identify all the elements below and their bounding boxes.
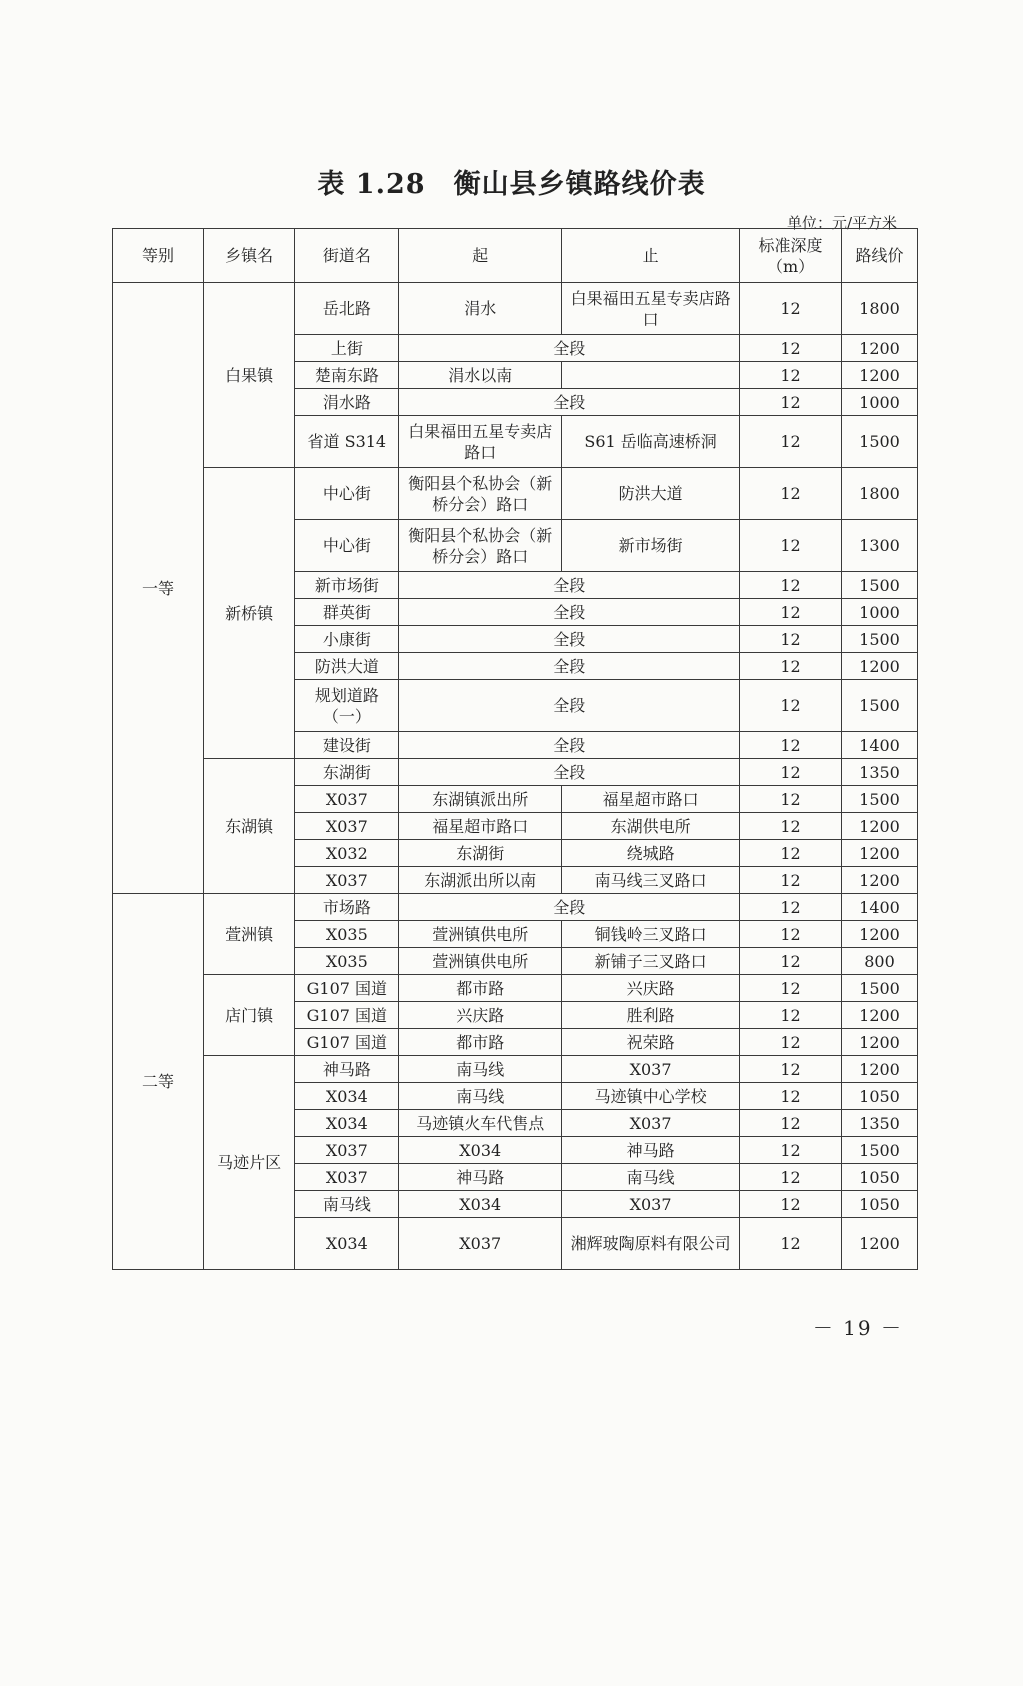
street-cell: 岳北路 xyxy=(295,283,399,335)
from-cell: 衡阳县个私协会（新桥分会）路口 xyxy=(399,520,562,572)
col-header: 止 xyxy=(562,229,740,283)
table-row xyxy=(113,759,918,786)
town-cell: 店门镇 xyxy=(204,975,295,1056)
price-cell: 1350 xyxy=(842,1110,918,1137)
depth-cell: 12 xyxy=(740,867,842,894)
to-cell xyxy=(562,362,740,389)
from-cell: 南马线 xyxy=(399,1083,562,1110)
depth-cell: 12 xyxy=(740,626,842,653)
span-cell: 全段 xyxy=(399,389,740,416)
span-cell: 全段 xyxy=(399,680,740,732)
street-cell: 小康街 xyxy=(295,626,399,653)
price-cell: 1500 xyxy=(842,626,918,653)
col-header: 起 xyxy=(399,229,562,283)
to-cell: 铜钱岭三叉路口 xyxy=(562,921,740,948)
grade-cell: 二等 xyxy=(113,894,204,1270)
price-cell: 1500 xyxy=(842,975,918,1002)
price-cell: 1300 xyxy=(842,520,918,572)
depth-cell: 12 xyxy=(740,416,842,468)
price-cell: 1200 xyxy=(842,362,918,389)
depth-cell: 12 xyxy=(740,786,842,813)
to-cell: 神马路 xyxy=(562,1137,740,1164)
from-cell: X034 xyxy=(399,1137,562,1164)
to-cell: 福星超市路口 xyxy=(562,786,740,813)
price-cell: 1000 xyxy=(842,389,918,416)
to-cell: 新市场街 xyxy=(562,520,740,572)
street-cell: 新市场街 xyxy=(295,572,399,599)
col-header: 标准深度（m） xyxy=(740,229,842,283)
street-cell: 中心街 xyxy=(295,520,399,572)
depth-cell: 12 xyxy=(740,1191,842,1218)
span-cell: 全段 xyxy=(399,759,740,786)
col-header: 乡镇名 xyxy=(204,229,295,283)
to-cell: 兴庆路 xyxy=(562,975,740,1002)
depth-cell: 12 xyxy=(740,520,842,572)
from-cell: 萱洲镇供电所 xyxy=(399,921,562,948)
to-cell: 胜利路 xyxy=(562,1002,740,1029)
price-cell: 1200 xyxy=(842,653,918,680)
table-row xyxy=(113,283,918,335)
from-cell: X037 xyxy=(399,1218,562,1270)
price-cell: 1050 xyxy=(842,1191,918,1218)
street-cell: 省道 S314 xyxy=(295,416,399,468)
street-cell: X035 xyxy=(295,948,399,975)
depth-cell: 12 xyxy=(740,1137,842,1164)
from-cell: 神马路 xyxy=(399,1164,562,1191)
price-cell: 1800 xyxy=(842,468,918,520)
price-table xyxy=(112,228,918,1270)
depth-cell: 12 xyxy=(740,1110,842,1137)
col-header: 街道名 xyxy=(295,229,399,283)
price-cell: 1200 xyxy=(842,1056,918,1083)
street-cell: X034 xyxy=(295,1218,399,1270)
to-cell: 新铺子三叉路口 xyxy=(562,948,740,975)
street-cell: G107 国道 xyxy=(295,1029,399,1056)
from-cell: 涓水 xyxy=(399,283,562,335)
price-cell: 1050 xyxy=(842,1164,918,1191)
street-cell: X037 xyxy=(295,867,399,894)
depth-cell: 12 xyxy=(740,732,842,759)
to-cell: 南马线 xyxy=(562,1164,740,1191)
span-cell: 全段 xyxy=(399,894,740,921)
price-cell: 1500 xyxy=(842,416,918,468)
span-cell: 全段 xyxy=(399,599,740,626)
price-cell: 1800 xyxy=(842,283,918,335)
depth-cell: 12 xyxy=(740,680,842,732)
from-cell: X034 xyxy=(399,1191,562,1218)
depth-cell: 12 xyxy=(740,362,842,389)
street-cell: X037 xyxy=(295,1164,399,1191)
depth-cell: 12 xyxy=(740,948,842,975)
street-cell: 规划道路（一） xyxy=(295,680,399,732)
street-cell: X035 xyxy=(295,921,399,948)
unit-label: 单位：元/平方米 xyxy=(786,214,897,232)
table-row xyxy=(113,894,918,921)
table-title: 表 1.28 衡山县乡镇路线价表 xyxy=(317,169,706,200)
depth-cell: 12 xyxy=(740,1083,842,1110)
depth-cell: 12 xyxy=(740,1056,842,1083)
street-cell: 涓水路 xyxy=(295,389,399,416)
street-cell: 市场路 xyxy=(295,894,399,921)
from-cell: 萱洲镇供电所 xyxy=(399,948,562,975)
from-cell: 白果福田五星专卖店路口 xyxy=(399,416,562,468)
street-cell: 楚南东路 xyxy=(295,362,399,389)
street-cell: 中心街 xyxy=(295,468,399,520)
to-cell: 湘辉玻陶原料有限公司 xyxy=(562,1218,740,1270)
street-cell: X037 xyxy=(295,1137,399,1164)
table-row xyxy=(113,975,918,1002)
to-cell: X037 xyxy=(562,1056,740,1083)
street-cell: 群英街 xyxy=(295,599,399,626)
depth-cell: 12 xyxy=(740,335,842,362)
price-cell: 1200 xyxy=(842,840,918,867)
depth-cell: 12 xyxy=(740,1029,842,1056)
to-cell: 南马线三叉路口 xyxy=(562,867,740,894)
depth-cell: 12 xyxy=(740,813,842,840)
from-cell: 东湖镇派出所 xyxy=(399,786,562,813)
price-cell: 1050 xyxy=(842,1083,918,1110)
street-cell: X037 xyxy=(295,786,399,813)
street-cell: 神马路 xyxy=(295,1056,399,1083)
depth-cell: 12 xyxy=(740,975,842,1002)
depth-cell: 12 xyxy=(740,759,842,786)
town-cell: 新桥镇 xyxy=(204,468,295,759)
depth-cell: 12 xyxy=(740,468,842,520)
depth-cell: 12 xyxy=(740,840,842,867)
depth-cell: 12 xyxy=(740,921,842,948)
to-cell: 祝荣路 xyxy=(562,1029,740,1056)
street-cell: X034 xyxy=(295,1083,399,1110)
depth-cell: 12 xyxy=(740,599,842,626)
price-cell: 1200 xyxy=(842,335,918,362)
depth-cell: 12 xyxy=(740,389,842,416)
town-cell: 东湖镇 xyxy=(204,759,295,894)
price-cell: 1200 xyxy=(842,813,918,840)
street-cell: 南马线 xyxy=(295,1191,399,1218)
town-cell: 萱洲镇 xyxy=(204,894,295,975)
price-cell: 1200 xyxy=(842,1002,918,1029)
span-cell: 全段 xyxy=(399,572,740,599)
span-cell: 全段 xyxy=(399,335,740,362)
street-cell: X034 xyxy=(295,1110,399,1137)
span-cell: 全段 xyxy=(399,653,740,680)
to-cell: 东湖供电所 xyxy=(562,813,740,840)
to-cell: 白果福田五星专卖店路口 xyxy=(562,283,740,335)
from-cell: 马迹镇火车代售点 xyxy=(399,1110,562,1137)
depth-cell: 12 xyxy=(740,572,842,599)
street-cell: X032 xyxy=(295,840,399,867)
from-cell: 都市路 xyxy=(399,1029,562,1056)
price-cell: 1200 xyxy=(842,1218,918,1270)
depth-cell: 12 xyxy=(740,653,842,680)
grade-cell: 一等 xyxy=(113,283,204,894)
from-cell: 东湖派出所以南 xyxy=(399,867,562,894)
price-cell: 1500 xyxy=(842,680,918,732)
col-header: 等别 xyxy=(113,229,204,283)
price-cell: 800 xyxy=(842,948,918,975)
street-cell: 上街 xyxy=(295,335,399,362)
street-cell: G107 国道 xyxy=(295,1002,399,1029)
town-cell: 马迹片区 xyxy=(204,1056,295,1270)
town-cell: 白果镇 xyxy=(204,283,295,468)
street-cell: 防洪大道 xyxy=(295,653,399,680)
depth-cell: 12 xyxy=(740,1002,842,1029)
from-cell: 福星超市路口 xyxy=(399,813,562,840)
depth-cell: 12 xyxy=(740,1218,842,1270)
street-cell: G107 国道 xyxy=(295,975,399,1002)
price-cell: 1200 xyxy=(842,867,918,894)
street-cell: 东湖街 xyxy=(295,759,399,786)
price-cell: 1500 xyxy=(842,1137,918,1164)
to-cell: X037 xyxy=(562,1110,740,1137)
header-row xyxy=(113,229,918,283)
col-header: 路线价 xyxy=(842,229,918,283)
table-row xyxy=(113,1056,918,1083)
depth-cell: 12 xyxy=(740,894,842,921)
street-cell: X037 xyxy=(295,813,399,840)
table-row xyxy=(113,468,918,520)
price-cell: 1350 xyxy=(842,759,918,786)
to-cell: X037 xyxy=(562,1191,740,1218)
price-cell: 1400 xyxy=(842,732,918,759)
from-cell: 东湖街 xyxy=(399,840,562,867)
depth-cell: 12 xyxy=(740,283,842,335)
price-cell: 1500 xyxy=(842,572,918,599)
street-cell: 建设街 xyxy=(295,732,399,759)
price-cell: 1000 xyxy=(842,599,918,626)
page-number: － 19 － xyxy=(812,1316,903,1340)
to-cell: S61 岳临高速桥洞 xyxy=(562,416,740,468)
to-cell: 防洪大道 xyxy=(562,468,740,520)
from-cell: 涓水以南 xyxy=(399,362,562,389)
from-cell: 衡阳县个私协会（新桥分会）路口 xyxy=(399,468,562,520)
span-cell: 全段 xyxy=(399,626,740,653)
price-cell: 1500 xyxy=(842,786,918,813)
to-cell: 绕城路 xyxy=(562,840,740,867)
from-cell: 南马线 xyxy=(399,1056,562,1083)
span-cell: 全段 xyxy=(399,732,740,759)
from-cell: 兴庆路 xyxy=(399,1002,562,1029)
depth-cell: 12 xyxy=(740,1164,842,1191)
to-cell: 马迹镇中心学校 xyxy=(562,1083,740,1110)
from-cell: 都市路 xyxy=(399,975,562,1002)
price-cell: 1400 xyxy=(842,894,918,921)
price-cell: 1200 xyxy=(842,1029,918,1056)
price-cell: 1200 xyxy=(842,921,918,948)
